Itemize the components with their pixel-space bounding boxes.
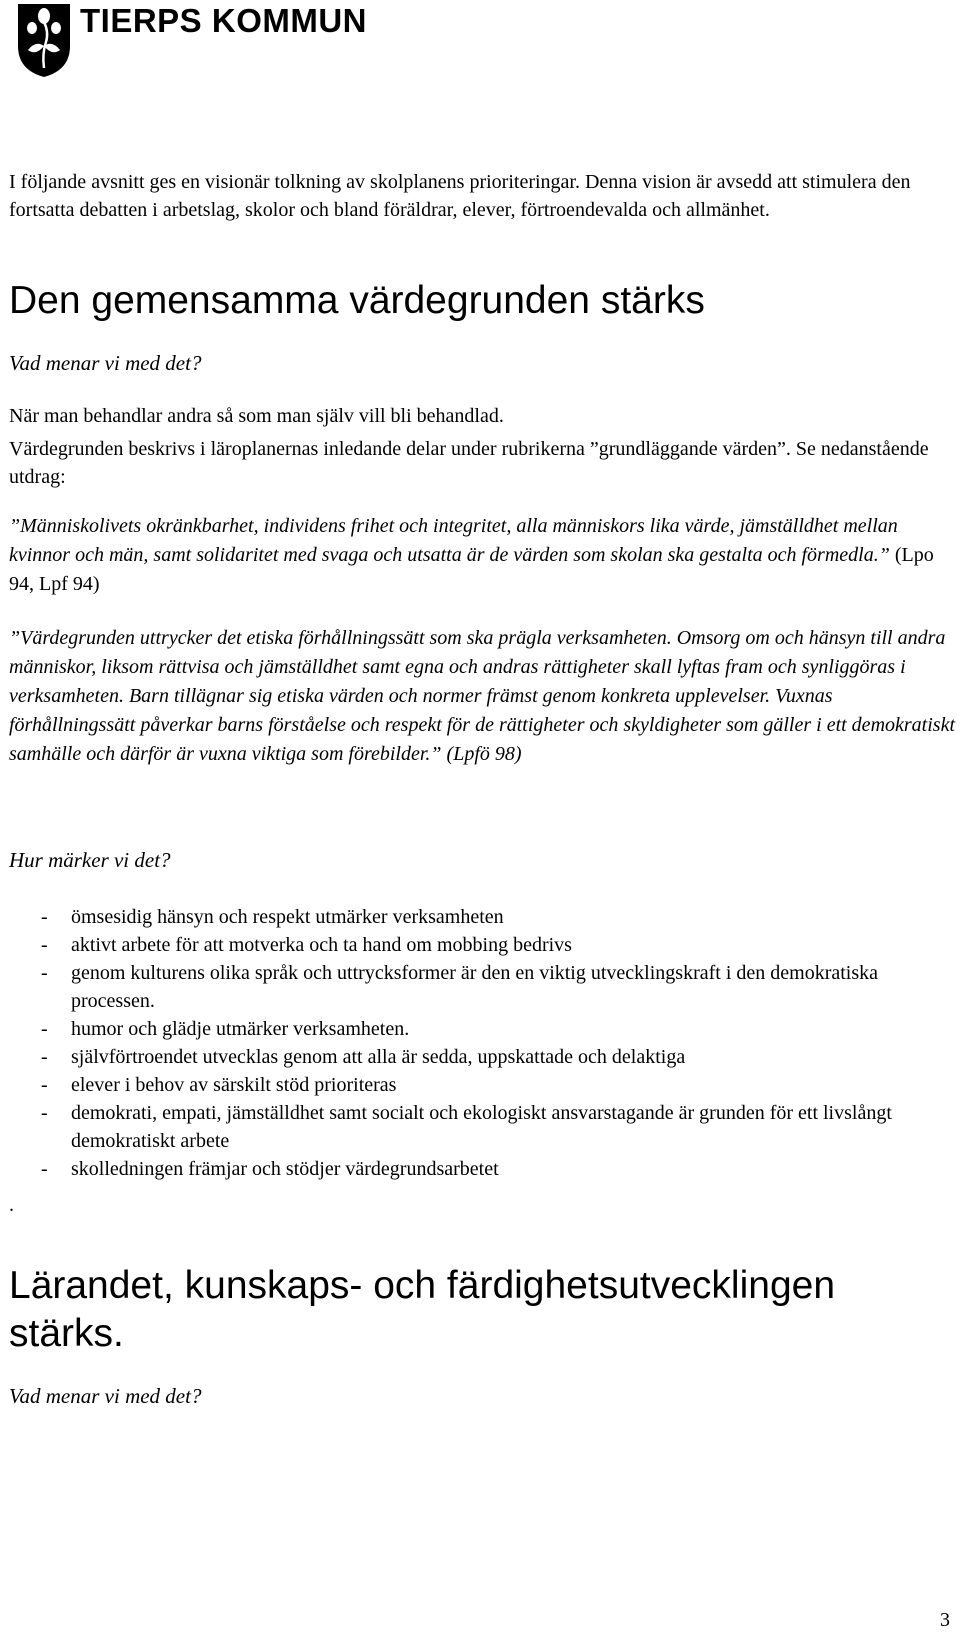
list-item: - humor och glädje utmärker verksamheten. bbox=[9, 1015, 955, 1043]
page-number: 3 bbox=[940, 1609, 950, 1631]
section-heading-learning: Lärandet, kunskaps- och färdighetsutvecklingen stärks. bbox=[9, 1264, 836, 1355]
quote-lpo bbox=[9, 512, 955, 599]
list-item: - demokrati, empati, jämställdhet samt socialt och ekologiskt ansvarstagande är grunden för ett livslångt demokratiskt arbete bbox=[9, 1099, 955, 1155]
bullet-list bbox=[9, 903, 955, 1183]
list-item: - genom kulturens olika språk och uttrycksformer är den en viktig utvecklingskraft i den demokratiska processen. bbox=[9, 959, 955, 1015]
list-item: - ömsesidig hänsyn och respekt utmärker verksamheten bbox=[9, 903, 955, 931]
quote-lpo-source: (Lpo 94, Lpf 94) bbox=[9, 544, 934, 595]
paragraph-value-base: Värdegrunden beskrivs i läroplanernas inledande delar under rubrikerna ”grundläggande värden”. Se nedanstående utdrag: bbox=[9, 438, 929, 488]
list-item: - skolledningen främjar och stödjer värdegrundsarbetet bbox=[9, 1155, 955, 1183]
question-what-we-mean: Vad menar vi med det? bbox=[9, 351, 202, 375]
intro-paragraph: I följande avsnitt ges en visionär tolkning av skolplanens prioriteringar. Denna vision är avsedd att stimulera den fortsatta debatten i arbetslag, skolor och bland föräldrar, elever, förtroendevalda och allmänhet. bbox=[9, 171, 911, 221]
list-item: - aktivt arbete för att motverka och ta hand om mobbing bedrivs bbox=[9, 931, 955, 959]
section-heading-values: Den gemensamma värdegrunden stärks bbox=[9, 279, 705, 322]
logo bbox=[16, 2, 367, 80]
quote-lpfo: ”Värdegrunden uttrycker det etiska förhållningssätt som ska prägla verksamheten. Omsorg om och hänsyn till andra människor, liksom rättvisa och jämställdhet samt egna och andras rättigheter skall lyftas fram och synliggöras i verksamheten. Barn tillägnar sig etiska värden och normer främst genom konkreta upplevelser. Vuxnas förhållningssätt påverkar barns förståelse och respekt för de rättigheter och skyldigheter som gäller i ett demokratiskt samhälle och därför är vuxna viktiga som förebilder.” (Lpfö 98) bbox=[9, 627, 955, 765]
list-item: - självförtroendet utvecklas genom att alla är sedda, uppskattade och delaktiga bbox=[9, 1043, 955, 1071]
hop-plant-shield-icon bbox=[16, 2, 72, 78]
logo-text: TIERPS KOMMUN bbox=[80, 2, 367, 39]
paragraph-golden-rule: När man behandlar andra så som man själv vill bli behandlad. bbox=[9, 405, 504, 427]
question-what-we-mean-2: Vad menar vi med det? bbox=[9, 1384, 202, 1408]
question-how-we-notice: Hur märker vi det? bbox=[9, 848, 171, 872]
quote-lpo-text: ”Människolivets okränkbarhet, individens frihet och integritet, alla människors lika värde, jämställdhet mellan kvinnor och män, samt solidaritet med svaga och utsatta är de värden som skolan ska gestalta och förmedla.” bbox=[9, 515, 898, 566]
trailing-dot: . bbox=[9, 1194, 14, 1216]
list-item: - elever i behov av särskilt stöd prioriteras bbox=[9, 1071, 955, 1099]
